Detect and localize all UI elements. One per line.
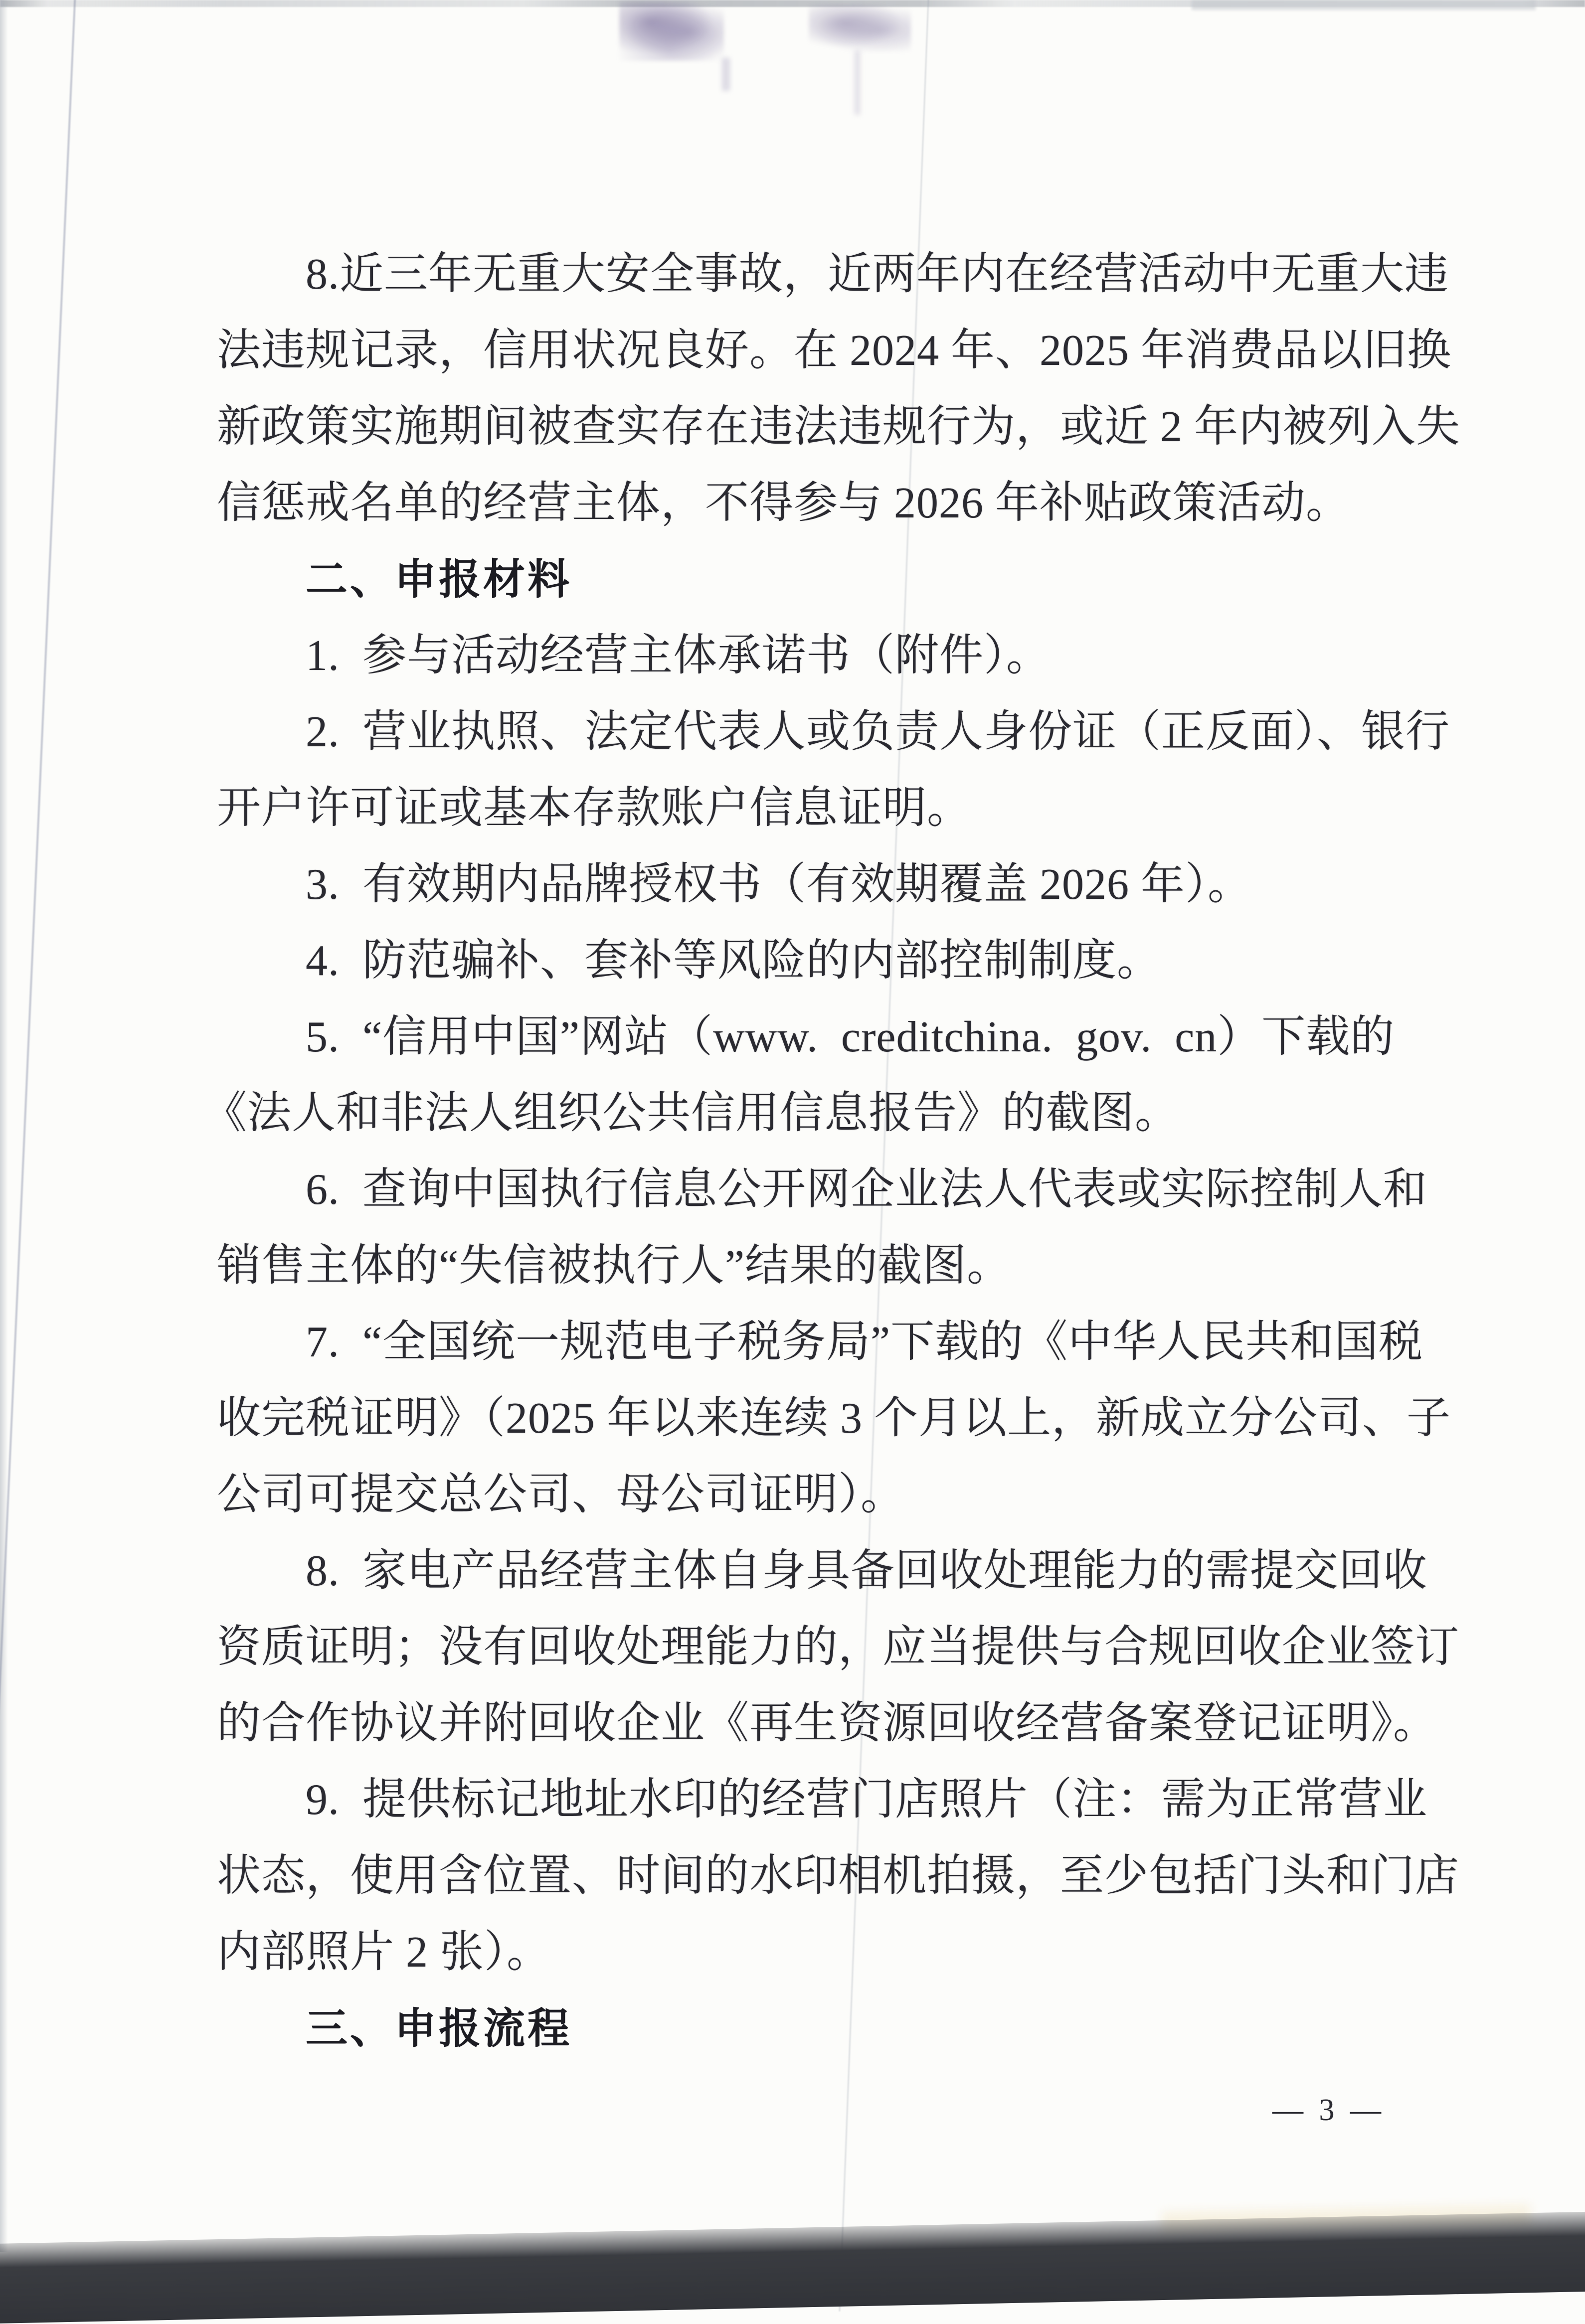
text-line: 法违规记录，信用状况良好。在 2024 年、2025 年消费品以旧换 (217, 327, 1452, 375)
ink-smudge (809, 4, 911, 52)
text-line: 6. 查询中国执行信息公开网企业法人代表或实际控制人和 (306, 1165, 1428, 1214)
text-line: 内部照片 2 张）。 (217, 1928, 551, 1977)
scan-bottom-tint (1162, 2205, 1531, 2234)
ink-streak (722, 58, 730, 91)
text-line: 收完税证明》（2025 年以来连续 3 个月以上，新成立分公司、子 (217, 1394, 1451, 1443)
text-line: 资质证明；没有回收处理能力的，应当提供与合规回收企业签订 (217, 1623, 1460, 1671)
text-line: 2. 营业执照、法定代表人或负责人身份证（正反面）、银行 (306, 708, 1450, 756)
page-number: — 3 — (1272, 2093, 1385, 2127)
text-line: 开户许可证或基本存款账户信息证明。 (217, 784, 972, 832)
scan-top-edge-artifact-right (1192, 0, 1536, 10)
text-line: 9. 提供标记地址水印的经营门店照片（注：需为正常营业 (306, 1776, 1428, 1824)
fold-line-left (0, 0, 77, 2311)
text-line: 《法人和非法人组织公共信用信息报告》的截图。 (203, 1089, 1180, 1138)
text-line: 8.近三年无重大安全事故，近两年内在经营活动中无重大违 (306, 250, 1449, 299)
text-line: 8. 家电产品经营主体自身具备回收处理能力的需提交回收 (306, 1547, 1428, 1595)
text-line: 状态，使用含位置、时间的水印相机拍摄，至少包括门头和门店 (217, 1852, 1460, 1900)
text-line: 的合作协议并附回收企业《再生资源回收经营备案登记证明》。 (217, 1699, 1438, 1748)
text-line: 1. 参与活动经营主体承诺书（附件）。 (306, 632, 1051, 680)
scan-top-edge-artifact (0, 0, 1585, 7)
text-line: 信惩戒名单的经营主体，不得参与 2026 年补贴政策活动。 (217, 479, 1351, 527)
text-line: 销售主体的“失信被执行人”结果的截图。 (217, 1242, 1012, 1290)
section-heading: 二、申报材料 (306, 556, 572, 603)
document-body (203, 236, 1493, 2067)
ink-smudge (619, 1, 724, 61)
page-left-edge-shadow (0, 0, 8, 2252)
scanner-bottom-band (0, 2211, 1585, 2324)
text-line: 4. 防范骗补、套补等风险的内部控制制度。 (306, 937, 1162, 985)
section-heading: 三、申报流程 (306, 2005, 572, 2052)
ink-streak (855, 51, 860, 115)
text-line: 3. 有效期内品牌授权书（有效期覆盖 2026 年）。 (306, 860, 1252, 909)
text-line: 7. “全国统一规范电子税务局”下载的《中华人民共和国税 (306, 1318, 1423, 1366)
text-line: 5. “信用中国”网站（www. creditchina. gov. cn）下载的 (306, 1013, 1395, 1061)
text-line: 公司可提交总公司、母公司证明）。 (217, 1471, 905, 1519)
text-line: 新政策实施期间被查实存在违法违规行为，或近 2 年内被列入失 (217, 403, 1461, 451)
